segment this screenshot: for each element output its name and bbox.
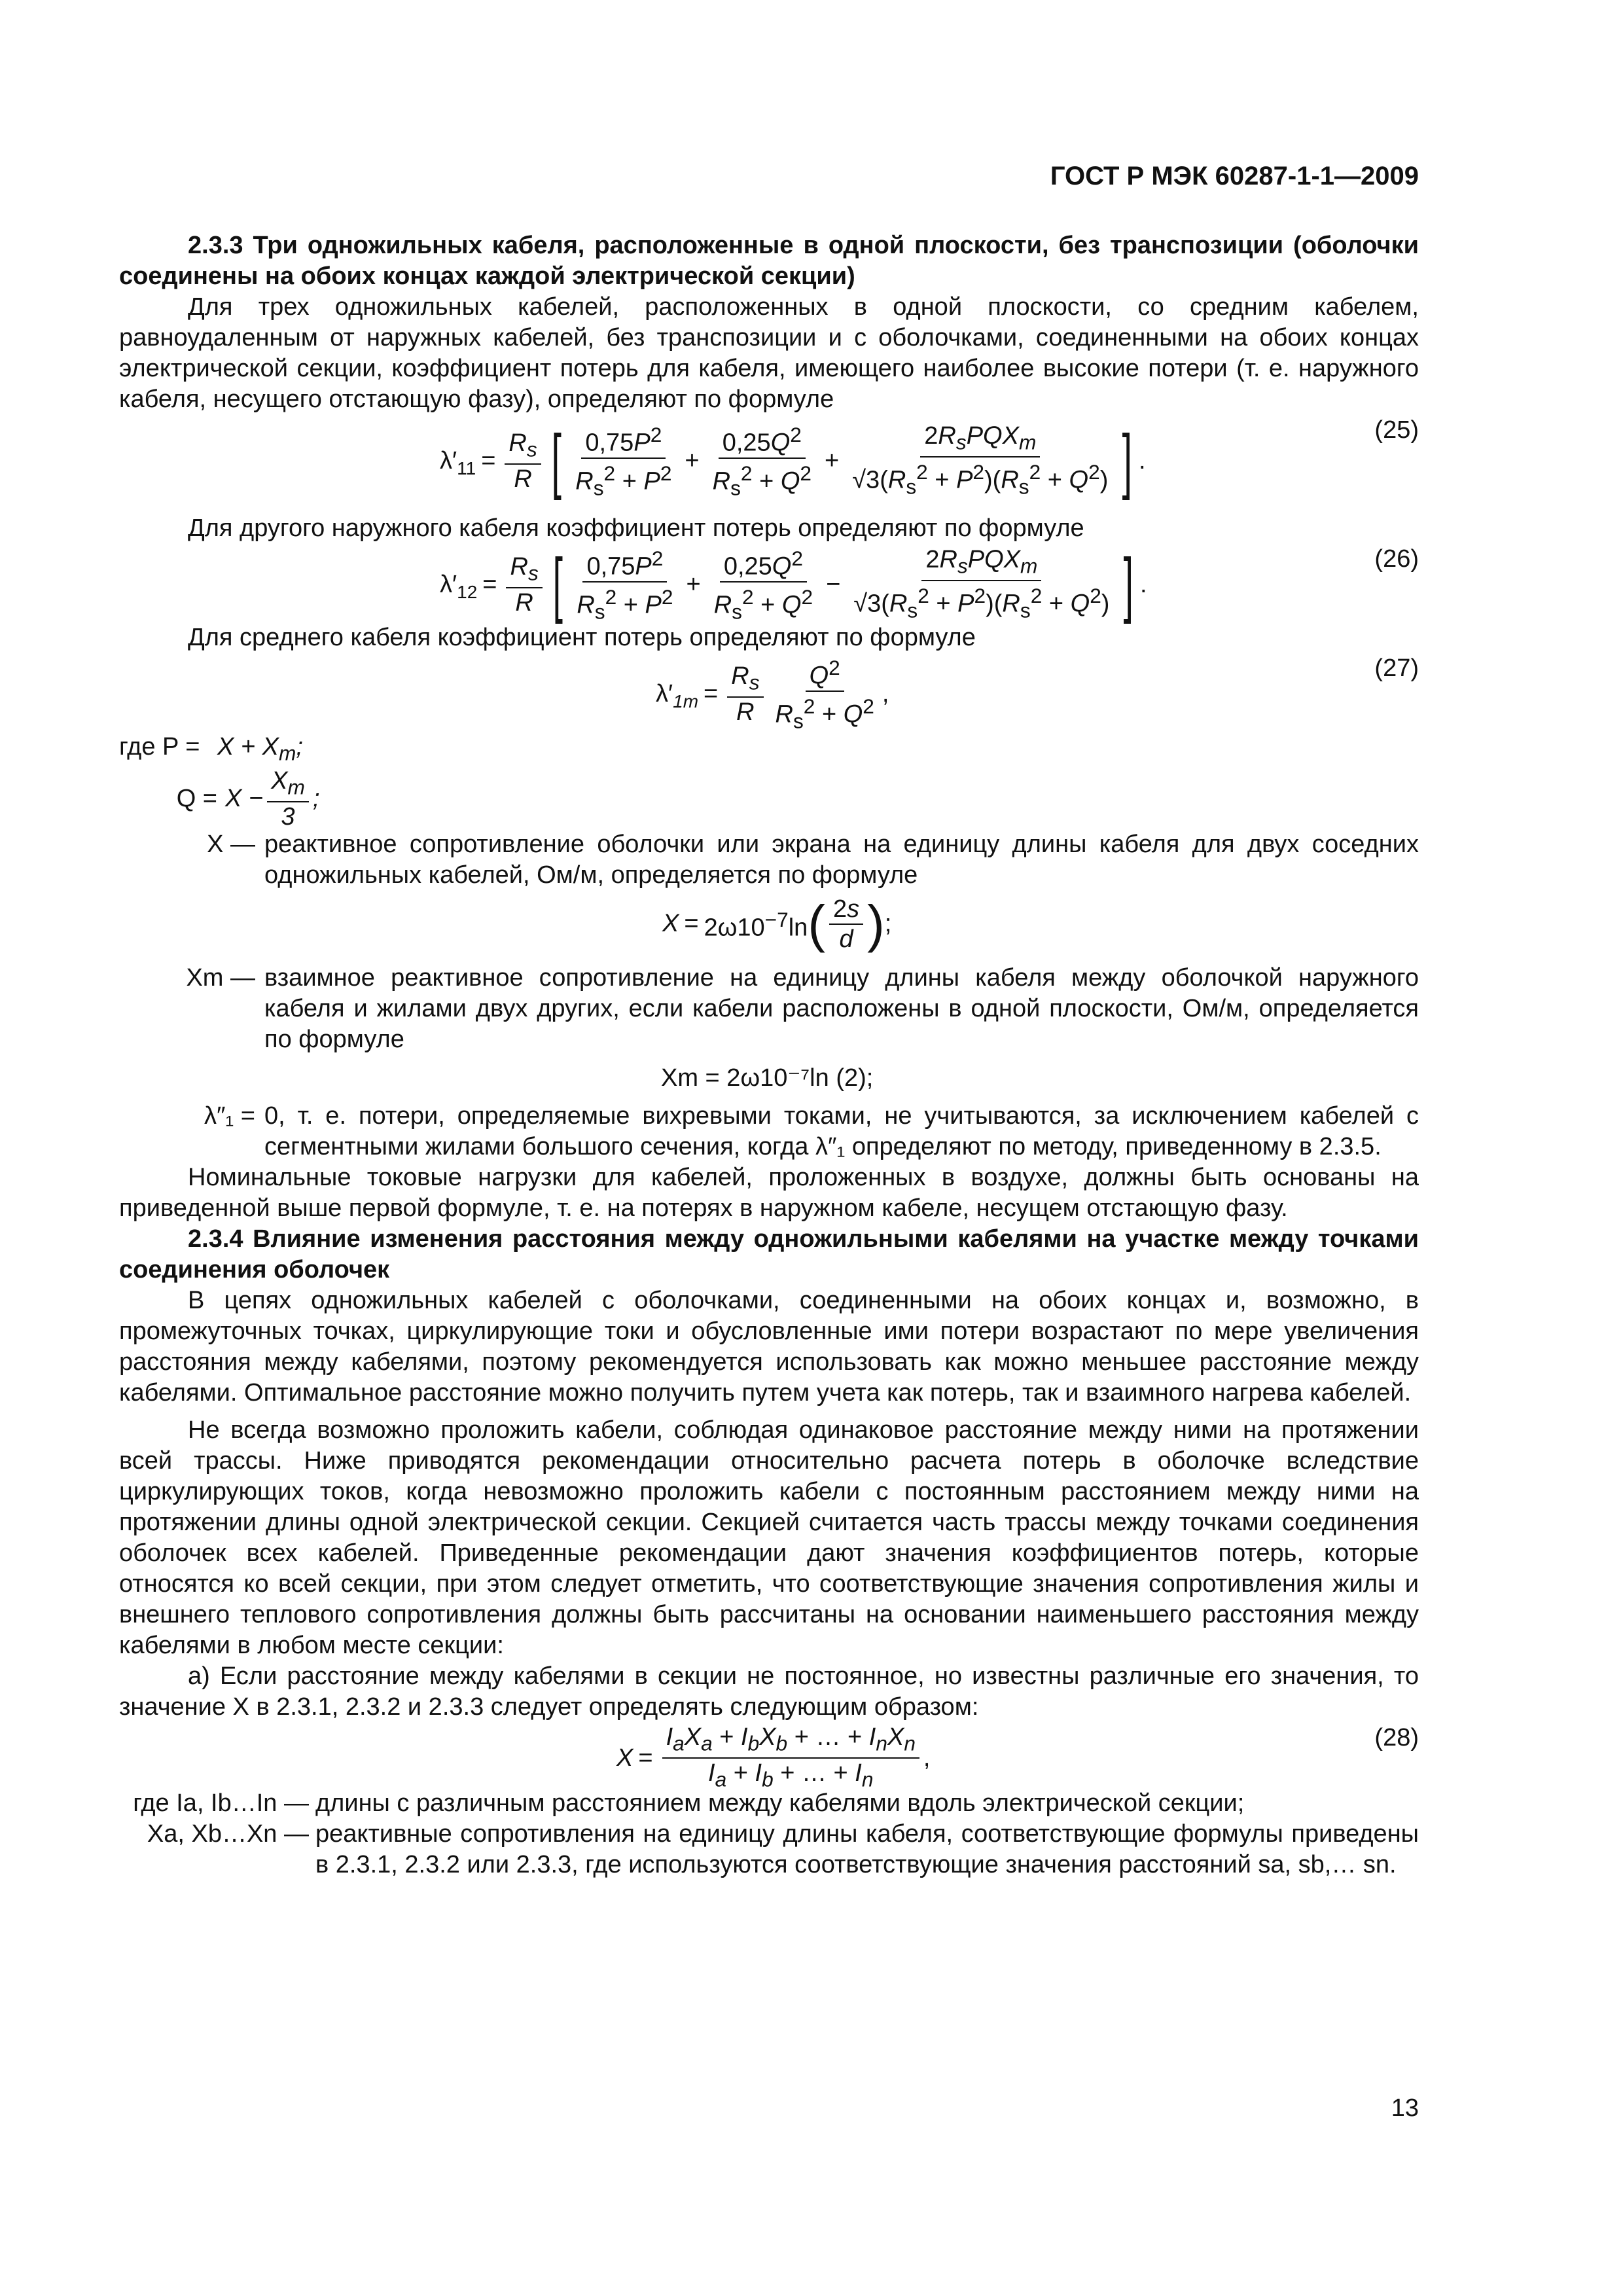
page-number: 13 xyxy=(1391,2094,1419,2122)
where-p-expr: $X + X_m$; xyxy=(217,733,303,765)
equation-number: (27) xyxy=(1374,655,1419,682)
paragraph: а) Если расстояние между кабелями в секции не постоянное, но известны различные его значения, то значение X в 2.3.1, 2.3.2 и 2.3.3 следует определять следующим образом: xyxy=(119,1662,1419,1721)
definition-label: X — xyxy=(207,830,255,858)
where-q xyxy=(119,766,1419,831)
where-p xyxy=(119,732,1419,769)
paragraph: Для другого наружного кабеля коэффициент потерь определяют по формуле xyxy=(188,514,1084,542)
formula-x: X = $2\omega 10^{-7}\ln$ ( $\frac{2s}{d}$ ) ; xyxy=(662,895,892,954)
where-p-label: где P = xyxy=(119,733,200,761)
formula-25: λ′ 11 = $\frac{R_s}{R}$ [ $\frac{0,75P^2}{R_s^2 + P^2}$ + $\frac{0,25Q^2}{R_s^2 + Q^2}$ + $\frac{2R_sPQX_m}{√3(R_s^2 + P^2)(R_s^2 + Q^2)}$ ] . xyxy=(440,420,1146,501)
paragraph: Для среднего кабеля коэффициент потерь определяют по формуле xyxy=(188,624,976,651)
equation-27 xyxy=(119,653,1419,732)
standard-header: ГОСТ Р МЭК 60287-1-1—2009 xyxy=(1050,162,1419,190)
equation-25 xyxy=(119,415,1419,513)
equation-28 xyxy=(119,1723,1419,1791)
definition-x xyxy=(119,829,1419,891)
definition-text: реактивные сопротивления на единицу длины кабеля, соответствующие формулы приведены в 2.3.1, 2.3.2 или 2.3.3, где используются соответствующие значения расстояний sa, sb,… sn. xyxy=(315,1820,1419,1878)
paragraph: Для трех одножильных кабелей, расположенных в одной плоскости, со средним кабелем, равноудаленным от наружных кабелей, без транспозиции и с оболочками, соединенными на обоих концах электрической секции, коэффициент потерь для кабеля, имеющего наиболее высокие потери (т. е. наружного кабеля, несущего отстающую фазу), определяют по формуле xyxy=(119,293,1419,413)
section-2-3-3-heading: 2.3.3 Три одножильных кабеля, расположенные в одной плоскости, без транспозиции (оболочки соединены на обоих концах каждой электрической секции) xyxy=(119,232,1419,290)
paragraph: Номинальные токовые нагрузки для кабелей, проложенных в воздухе, должны быть основаны на приведенной выше первой формуле, т. е. на потерях в наружном кабеле, несущем отстающую фазу. xyxy=(119,1163,1419,1222)
formula-27: λ′ 1m = $\frac{R_s}{R}$ $\frac{Q^2}{R_s^2 + Q^2}$ , xyxy=(656,653,889,735)
definition-label: Xm — xyxy=(186,963,255,992)
definition-text: реактивное сопротивление оболочки или экрана на единицу длины кабеля для двух соседних одножильных кабелей, Ом/м, определяется по формуле xyxy=(264,830,1419,889)
definition-label: λ″₁ = xyxy=(204,1102,255,1130)
equation-number: (28) xyxy=(1374,1723,1419,1751)
definition-label: где Ia, Ib…In — xyxy=(133,1789,309,1817)
page-content xyxy=(119,230,1419,1880)
equation-26 xyxy=(119,544,1419,625)
equation-xm xyxy=(119,1055,1419,1101)
definition-lambda xyxy=(119,1101,1419,1162)
section-2-3-4-heading: 2.3.4 Влияние изменения расстояния между одножильными кабелями на участке между точками соединения оболочек xyxy=(119,1225,1419,1283)
definition-text: 0, т. е. потери, определяемые вихревыми токами, не учитываются, за исключением кабелей с сегментными жилами большого сечения, когда λ″₁ определяют по методу, приведенному в 2.3.5. xyxy=(264,1102,1419,1160)
formula-28: X = $\frac{I_aX_a + I_bX_b + \dots + I_nX_n}{I_a + I_b + \dots + I_n}$ , xyxy=(616,1723,931,1791)
where-q-label: Q = xyxy=(176,784,217,812)
definition-label: Xa, Xb…Xn — xyxy=(147,1820,309,1848)
equation-number: (25) xyxy=(1374,416,1419,444)
formula-26: λ′ 12 = $\frac{R_s}{R}$ [ $\frac{0,75P^2}{R_s^2 + P^2}$ + $\frac{0,25Q^2}{R_s^2 + Q^2}$ − $\frac{2R_sPQX_m}{√3(R_s^2 + P^2)(R_s^2 + Q^2)}$ ] . xyxy=(440,544,1147,625)
definition-text: взаимное реактивное сопротивление на единицу длины кабеля между оболочкой наружного кабеля и жилами двух других, если кабели расположены в одной плоскости, Ом/м, определяется по формуле xyxy=(264,963,1419,1053)
definition-text: длины с различным расстоянием между кабелями вдоль электрической секции; xyxy=(315,1789,1245,1817)
where-reactances xyxy=(119,1819,1419,1880)
formula-xm: Xm = 2ω10⁻⁷ln (2); xyxy=(661,1064,874,1092)
where-q-expr: X − $\frac{X_m}{3}$ ; xyxy=(225,766,320,831)
paragraph: В цепях одножильных кабелей с оболочками, соединенными на обоих концах и, возможно, в промежуточных точках, циркулирующие токи и обусловленные ими потери возрастают по мере увеличения расстояния между кабелями, поэтому рекомендуется использовать как можно меньшее расстояние между кабелями. Оптимальное расстояние можно получить путем учета как потерь, так и взаимного нагрева кабелей. xyxy=(119,1286,1419,1407)
equation-x xyxy=(119,891,1419,963)
equation-number: (26) xyxy=(1374,545,1419,573)
paragraph: Не всегда возможно проложить кабели, соблюдая одинаковое расстояние между ними на протяжении всей трассы. Ниже приводятся рекомендации относительно расчета потерь в оболочке вследствие циркулирующих токов, когда невозможно проложить кабели с постоянным расстоянием между ними на протяжении длины одной электрической секции. Секцией считается часть трассы между точками соединения оболочек всех кабелей. Приведенные рекомендации дают значения коэффициентов потерь, которые относятся ко всей секции, при этом следует отметить, что соответствующие значения сопротивления жилы и внешнего теплового сопротивления должны быть рассчитаны на основании наименьшего расстояния между кабелями в любом месте секции: xyxy=(119,1416,1419,1659)
definition-xm xyxy=(119,963,1419,1055)
